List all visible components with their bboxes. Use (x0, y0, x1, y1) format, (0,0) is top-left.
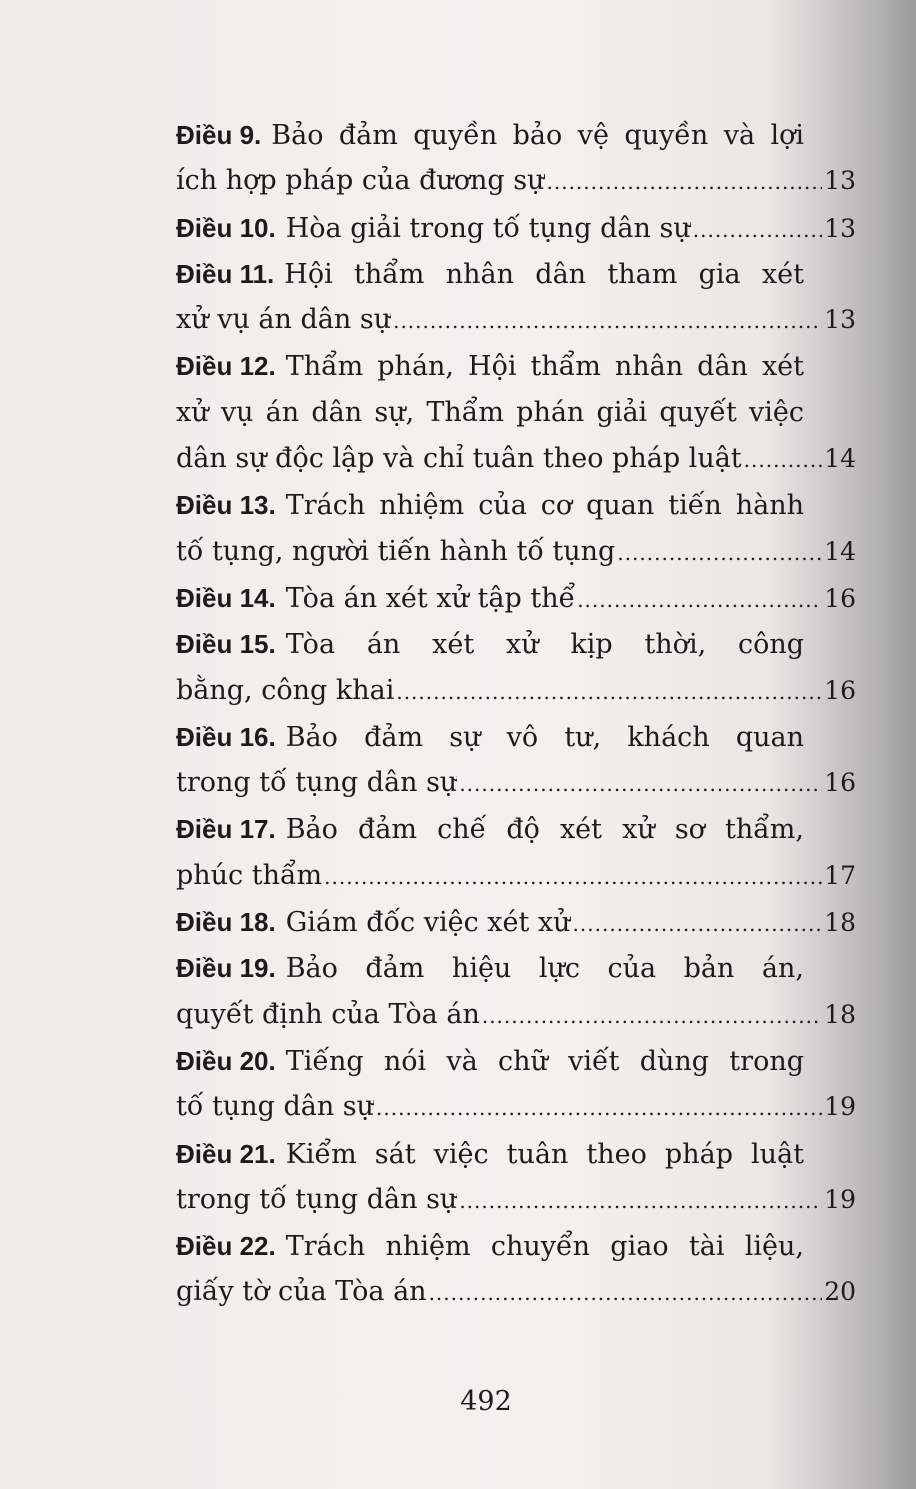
entry-title-text: Bảo đảm hiệu lực của bản án, (285, 953, 804, 985)
toc-entry-last-line (176, 158, 856, 204)
leader-dots (376, 1085, 822, 1131)
leader-dots (547, 159, 823, 205)
entry-title-text: phúc thẩm (176, 859, 323, 891)
toc-entry (176, 945, 856, 1038)
entry-page-number: 20 (824, 1277, 856, 1307)
article-label: Điều 18. (176, 907, 276, 938)
entry-page-number: 16 (824, 583, 856, 613)
entry-title-text: trong tố tụng dân sự (176, 767, 458, 799)
article-label: Điều 22. (176, 1231, 276, 1262)
leader-dots (617, 530, 822, 576)
leader-dots (573, 901, 823, 947)
entry-title-text: Tòa án xét xử tập thể (285, 582, 576, 614)
entry-title-text: Hội thẩm nhân dân tham gia xét (284, 258, 804, 290)
leader-dots (482, 993, 822, 1039)
entry-title-text: tố tụng dân sự (176, 1091, 375, 1123)
toc-entry-line (176, 621, 804, 667)
entry-title-text: Bảo đảm quyền bảo vệ quyền và lợi (271, 120, 804, 151)
toc-entry (176, 205, 856, 251)
entry-title-text: xử vụ án dân sự, Thẩm phán giải quyết việc (176, 396, 804, 428)
entry-title-text: Bảo đảm chế độ xét xử sơ thẩm, (285, 814, 804, 846)
toc-entry-line (176, 714, 804, 760)
toc-entry-line (176, 390, 804, 436)
toc-entry (176, 1131, 856, 1224)
article-label: Điều 12. (176, 351, 276, 382)
entry-page-number: 18 (824, 999, 856, 1029)
toc-entry (176, 112, 856, 205)
entry-page-number: 13 (824, 305, 856, 335)
article-label: Điều 21. (176, 1138, 276, 1169)
entry-title-text: Kiểm sát việc tuân theo pháp luật (285, 1138, 804, 1170)
toc-entry (176, 575, 856, 621)
toc-entry-last-line (176, 1177, 856, 1223)
article-label: Điều 20. (176, 1045, 276, 1076)
entry-title-text: Trách nhiệm chuyển giao tài liệu, (285, 1231, 804, 1263)
entry-title-text: Tòa án xét xử kịp thời, công (285, 629, 804, 661)
toc-entry-line (176, 1038, 804, 1084)
leader-dots (429, 1270, 823, 1316)
entry-page-number: 16 (824, 768, 856, 798)
leader-dots (396, 669, 822, 715)
entry-title-text: quyết định của Tòa án (176, 998, 480, 1030)
entry-title-text: bằng, công khai (176, 674, 395, 706)
leader-dots (393, 298, 822, 344)
toc-entry-last-line (176, 1084, 856, 1130)
toc-entry (176, 1223, 856, 1316)
entry-page-number: 18 (824, 908, 856, 938)
leader-dots (577, 577, 822, 623)
toc-entry-line (176, 343, 804, 389)
article-label: Điều 17. (176, 814, 276, 845)
article-label: Điều 16. (176, 721, 276, 752)
toc-entry (176, 806, 856, 899)
page-number: 492 (460, 1386, 512, 1417)
toc-entry-last-line (176, 297, 856, 343)
toc-entry (176, 1038, 856, 1131)
article-label: Điều 11. (176, 258, 275, 289)
article-label: Điều 13. (176, 490, 276, 521)
entry-title-text: Hòa giải trong tố tụng dân sự (285, 212, 691, 244)
toc-entry (176, 714, 856, 807)
article-label: Điều 10. (176, 212, 276, 243)
toc-entry-line (176, 945, 804, 991)
toc-entry (176, 251, 856, 344)
toc-entry-last-line (176, 760, 856, 806)
entry-title-text: ích hợp pháp của đương sự (176, 165, 545, 197)
entry-page-number: 16 (824, 675, 856, 705)
entry-title-text: Tiếng nói và chữ viết dùng trong (285, 1045, 804, 1077)
toc-entry-line (176, 482, 804, 528)
entry-page-number: 19 (824, 1092, 856, 1122)
toc-entry-line (176, 251, 804, 297)
entry-page-number: 19 (824, 1184, 856, 1214)
toc-entry (176, 621, 856, 714)
toc-entry-last-line (176, 575, 856, 621)
toc-entry (176, 343, 856, 482)
article-label: Điều 15. (176, 629, 276, 660)
toc-entry-line (176, 1131, 804, 1177)
article-label: Điều 14. (176, 582, 276, 613)
leader-dots (459, 761, 822, 807)
toc-entry-line (176, 806, 804, 852)
entry-title-text: Bảo đảm sự vô tư, khách quan (285, 721, 804, 753)
toc-entry-last-line (176, 205, 856, 251)
article-label: Điều 9. (176, 120, 262, 150)
entry-page-number: 14 (824, 536, 856, 566)
toc-entry-last-line (176, 436, 856, 482)
toc-entry (176, 482, 856, 575)
toc-entry-line (176, 112, 804, 158)
entry-title-text: Trách nhiệm của cơ quan tiến hành (285, 490, 804, 522)
entry-title-text: Thẩm phán, Hội thẩm nhân dân xét (285, 351, 804, 383)
toc-entry-last-line (176, 1269, 856, 1315)
entry-page-number: 14 (824, 444, 856, 474)
entry-title-text: giấy tờ của Tòa án (176, 1276, 427, 1308)
entry-title-text: Giám đốc việc xét xử (285, 907, 571, 939)
entry-page-number: 17 (824, 860, 856, 890)
leader-dots (744, 437, 823, 483)
article-label: Điều 19. (176, 953, 276, 984)
entry-page-number: 13 (824, 213, 856, 243)
toc-entry-last-line (176, 899, 856, 945)
table-of-contents (176, 112, 856, 1316)
toc-entry-last-line (176, 529, 856, 575)
entry-page-number: 13 (824, 166, 856, 196)
toc-entry-line (176, 1223, 804, 1269)
entry-title-text: xử vụ án dân sự (176, 304, 392, 336)
entry-title-text: trong tố tụng dân sự (176, 1183, 458, 1215)
entry-title-text: tố tụng, người tiến hành tố tụng (176, 535, 616, 567)
toc-entry-last-line (176, 992, 856, 1038)
toc-entry (176, 899, 856, 945)
entry-title-text: dân sự độc lập và chỉ tuân theo pháp luật (176, 443, 742, 475)
leader-dots (324, 854, 822, 900)
leader-dots (459, 1178, 822, 1224)
toc-entry-last-line (176, 668, 856, 714)
leader-dots (693, 207, 822, 253)
toc-entry-last-line (176, 853, 856, 899)
